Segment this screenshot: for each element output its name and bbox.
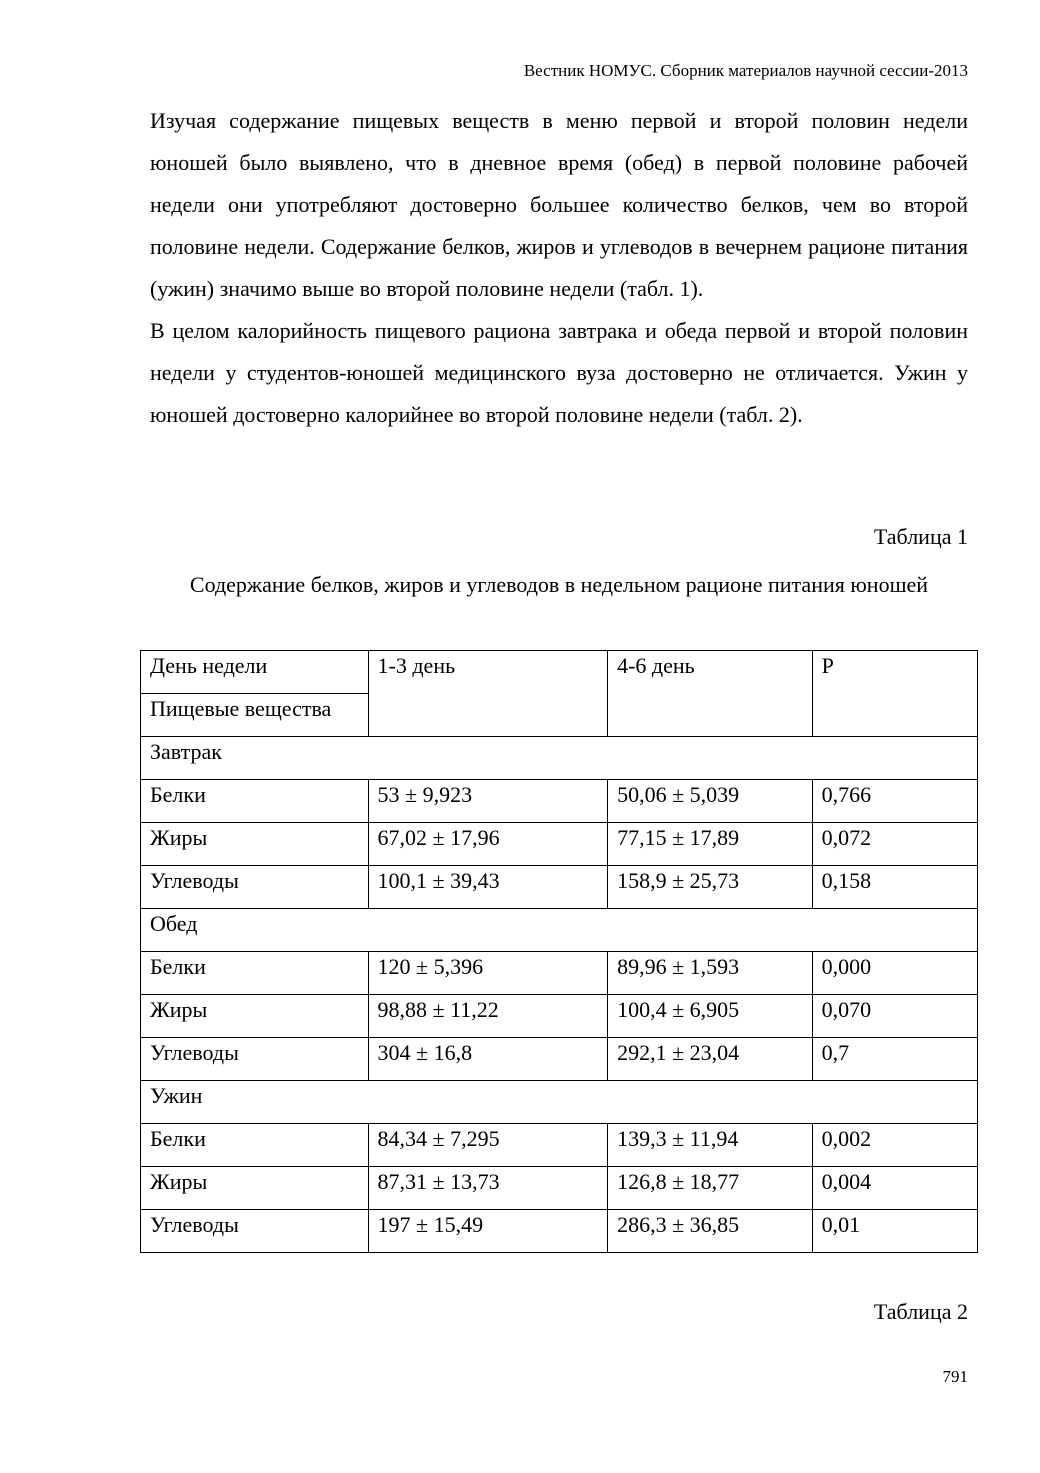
days-1-3-cell: 98,88 ± 11,22 bbox=[368, 995, 608, 1038]
header-day-of-week: День недели bbox=[141, 651, 369, 694]
nutrient-cell: Жиры bbox=[141, 995, 369, 1038]
table-row bbox=[141, 952, 978, 995]
nutrient-cell: Углеводы bbox=[141, 1038, 369, 1081]
nutrient-cell: Белки bbox=[141, 1124, 369, 1167]
days-4-6-cell: 286,3 ± 36,85 bbox=[608, 1210, 812, 1253]
table-row bbox=[141, 1210, 978, 1253]
days-4-6-cell: 292,1 ± 23,04 bbox=[608, 1038, 812, 1081]
section-row bbox=[141, 909, 978, 952]
days-1-3-cell: 100,1 ± 39,43 bbox=[368, 866, 608, 909]
nutrient-cell: Жиры bbox=[141, 1167, 369, 1210]
days-4-6-cell: 50,06 ± 5,039 bbox=[608, 780, 812, 823]
paragraph-1: Изучая содержание пищевых веществ в меню первой и второй половин недели юношей было выявлено, что в дневное время (обед) в первой половине рабочей недели они употребляют достоверно большее количество белков, чем во второй половине недели. Содержание белков, жиров и углеводов в вечернем рационе питания (ужин) значимо выше во второй половине недели (табл. 1). bbox=[150, 108, 968, 301]
days-4-6-cell: 100,4 ± 6,905 bbox=[608, 995, 812, 1038]
table1-label: Таблица 1 bbox=[873, 524, 968, 549]
table-row bbox=[141, 866, 978, 909]
nutrient-cell: Углеводы bbox=[141, 866, 369, 909]
p-value-cell: 0,002 bbox=[812, 1124, 977, 1167]
p-value-cell: 0,072 bbox=[812, 823, 977, 866]
nutrient-cell: Белки bbox=[141, 780, 369, 823]
table-header-row bbox=[141, 651, 978, 694]
table-row bbox=[141, 995, 978, 1038]
days-1-3-cell: 67,02 ± 17,96 bbox=[368, 823, 608, 866]
table-row bbox=[141, 780, 978, 823]
days-4-6-cell: 77,15 ± 17,89 bbox=[608, 823, 812, 866]
table1-caption: Содержание белков, жиров и углеводов в недельном рационе питания юношей bbox=[189, 572, 929, 597]
table2-label: Таблица 2 bbox=[873, 1299, 968, 1324]
section-title: Завтрак bbox=[141, 737, 978, 780]
p-value-cell: 0,158 bbox=[812, 866, 977, 909]
nutrient-cell: Жиры bbox=[141, 823, 369, 866]
page-number: 791 bbox=[942, 1367, 968, 1386]
header-p-value: P bbox=[812, 651, 977, 737]
days-1-3-cell: 87,31 ± 13,73 bbox=[368, 1167, 608, 1210]
nutrient-cell: Углеводы bbox=[141, 1210, 369, 1253]
header-days-1-3: 1-3 день bbox=[368, 651, 608, 737]
table1 bbox=[140, 650, 978, 1253]
p-value-cell: 0,7 bbox=[812, 1038, 977, 1081]
header-nutrients: Пищевые вещества bbox=[141, 694, 369, 737]
section-title: Обед bbox=[141, 909, 978, 952]
p-value-cell: 0,766 bbox=[812, 780, 977, 823]
days-4-6-cell: 126,8 ± 18,77 bbox=[608, 1167, 812, 1210]
section-row bbox=[141, 737, 978, 780]
section-row bbox=[141, 1081, 978, 1124]
p-value-cell: 0,01 bbox=[812, 1210, 977, 1253]
days-4-6-cell: 139,3 ± 11,94 bbox=[608, 1124, 812, 1167]
p-value-cell: 0,004 bbox=[812, 1167, 977, 1210]
section-title: Ужин bbox=[141, 1081, 978, 1124]
table-row bbox=[141, 1038, 978, 1081]
p-value-cell: 0,070 bbox=[812, 995, 977, 1038]
body-text bbox=[150, 100, 968, 436]
days-1-3-cell: 53 ± 9,923 bbox=[368, 780, 608, 823]
table-row bbox=[141, 1124, 978, 1167]
paragraph-2: В целом калорийность пищевого рациона завтрака и обеда первой и второй половин недели у студентов-юношей медицинского вуза достоверно не отличается. Ужин у юношей достоверно калорийнее во второй половине недели (табл. 2). bbox=[150, 318, 968, 427]
days-1-3-cell: 84,34 ± 7,295 bbox=[368, 1124, 608, 1167]
table-row bbox=[141, 1167, 978, 1210]
days-4-6-cell: 158,9 ± 25,73 bbox=[608, 866, 812, 909]
nutrient-cell: Белки bbox=[141, 952, 369, 995]
p-value-cell: 0,000 bbox=[812, 952, 977, 995]
running-header: Вестник НОМУС. Сборник материалов научной сессии-2013 bbox=[523, 61, 968, 80]
table-row bbox=[141, 823, 978, 866]
days-1-3-cell: 304 ± 16,8 bbox=[368, 1038, 608, 1081]
days-1-3-cell: 197 ± 15,49 bbox=[368, 1210, 608, 1253]
days-4-6-cell: 89,96 ± 1,593 bbox=[608, 952, 812, 995]
days-1-3-cell: 120 ± 5,396 bbox=[368, 952, 608, 995]
header-days-4-6: 4-6 день bbox=[608, 651, 812, 737]
